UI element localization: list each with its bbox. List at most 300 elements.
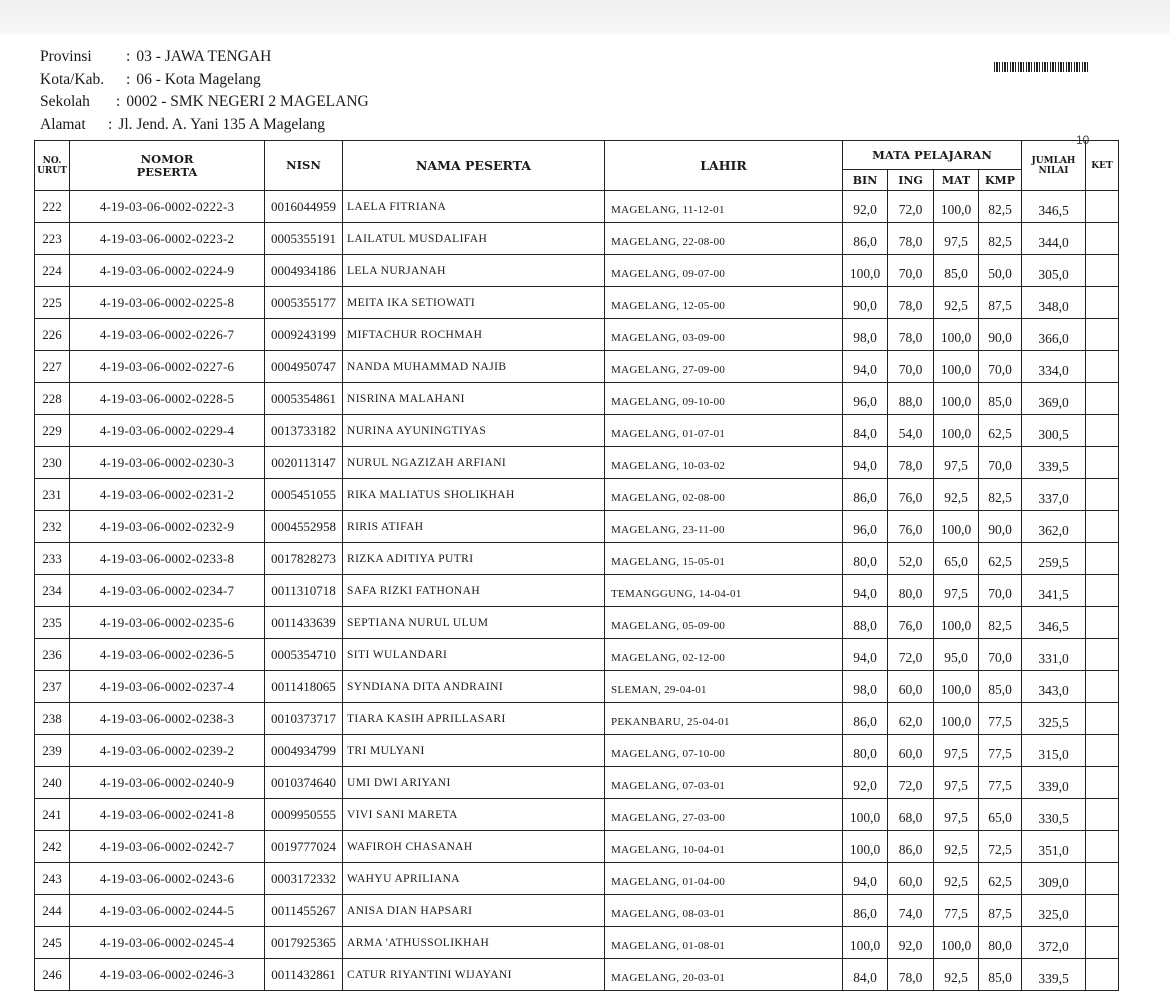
score-ing: 70,0 — [888, 255, 934, 287]
score-kmp: 80,0 — [979, 927, 1022, 959]
nisn-cell: 0009243199 — [265, 319, 343, 351]
total-score: 369,0 — [1022, 383, 1086, 415]
score-mat: 97,5 — [934, 799, 979, 831]
participant-name: WAFIROH CHASANAH — [343, 831, 605, 863]
score-kmp: 77,5 — [979, 767, 1022, 799]
remarks-cell — [1086, 831, 1119, 863]
participant-name: SEPTIANA NURUL ULUM — [343, 607, 605, 639]
row-number: 246 — [35, 959, 70, 991]
header-mat: MAT — [934, 170, 979, 191]
score-kmp: 85,0 — [979, 959, 1022, 991]
score-ing: 92,0 — [888, 927, 934, 959]
sekolah-value: 0002 - SMK NEGERI 2 MAGELANG — [126, 93, 369, 110]
kota-value: 06 - Kota Magelang — [136, 70, 261, 88]
birth-place-date: PEKANBARU, 25-04-01 — [605, 703, 843, 735]
score-mat: 100,0 — [934, 671, 979, 703]
nisn-cell: 0005355177 — [265, 287, 343, 319]
total-score: 259,5 — [1022, 543, 1086, 575]
score-kmp: 62,5 — [979, 543, 1022, 575]
participant-number: 4-19-03-06-0002-0236-5 — [70, 639, 265, 671]
nisn-cell: 0011418065 — [265, 671, 343, 703]
score-kmp: 90,0 — [979, 319, 1022, 351]
participant-number: 4-19-03-06-0002-0229-4 — [70, 415, 265, 447]
row-number: 230 — [35, 447, 70, 479]
participant-number: 4-19-03-06-0002-0235-6 — [70, 607, 265, 639]
table-row — [35, 959, 1119, 991]
birth-place-date: MAGELANG, 03-09-00 — [605, 319, 843, 351]
total-score: 305,0 — [1022, 255, 1086, 287]
score-bin: 100,0 — [843, 831, 888, 863]
table-row — [35, 415, 1119, 447]
participant-name: CATUR RIYANTINI WIJAYANI — [343, 959, 605, 991]
participant-name: NURUL NGAZIZAH ARFIANI — [343, 447, 605, 479]
birth-place-date: MAGELANG, 07-03-01 — [605, 767, 843, 799]
remarks-cell — [1086, 735, 1119, 767]
header-nomor-peserta: NOMOR PESERTA — [70, 141, 265, 191]
total-score: 339,5 — [1022, 959, 1086, 991]
remarks-cell — [1086, 575, 1119, 607]
birth-place-date: MAGELANG, 07-10-00 — [605, 735, 843, 767]
score-ing: 76,0 — [888, 607, 934, 639]
participant-name: MEITA IKA SETIOWATI — [343, 287, 605, 319]
score-kmp: 77,5 — [979, 703, 1022, 735]
nisn-cell: 0020113147 — [265, 447, 343, 479]
score-mat: 95,0 — [934, 639, 979, 671]
score-kmp: 85,0 — [979, 671, 1022, 703]
row-number: 242 — [35, 831, 70, 863]
remarks-cell — [1086, 895, 1119, 927]
score-mat: 100,0 — [934, 607, 979, 639]
table-body — [35, 191, 1119, 991]
sekolah-row — [40, 91, 369, 114]
participant-number: 4-19-03-06-0002-0233-8 — [70, 543, 265, 575]
score-bin: 88,0 — [843, 607, 888, 639]
score-ing: 52,0 — [888, 543, 934, 575]
total-score: 348,0 — [1022, 287, 1086, 319]
participant-number: 4-19-03-06-0002-0237-4 — [70, 671, 265, 703]
nisn-cell: 0004552958 — [265, 511, 343, 543]
score-ing: 78,0 — [888, 319, 934, 351]
participant-name: SITI WULANDARI — [343, 639, 605, 671]
participant-number: 4-19-03-06-0002-0244-5 — [70, 895, 265, 927]
score-ing: 72,0 — [888, 191, 934, 223]
row-number: 234 — [35, 575, 70, 607]
birth-place-date: MAGELANG, 01-04-00 — [605, 863, 843, 895]
alamat-label: Alamat — [40, 115, 86, 133]
table-row — [35, 639, 1119, 671]
score-mat: 85,0 — [934, 255, 979, 287]
total-score: 337,0 — [1022, 479, 1086, 511]
score-mat: 100,0 — [934, 383, 979, 415]
row-number: 225 — [35, 287, 70, 319]
participant-name: LAELA FITRIANA — [343, 191, 605, 223]
score-kmp: 50,0 — [979, 255, 1022, 287]
remarks-cell — [1086, 799, 1119, 831]
score-kmp: 82,5 — [979, 607, 1022, 639]
nisn-cell: 0017828273 — [265, 543, 343, 575]
birth-place-date: MAGELANG, 27-03-00 — [605, 799, 843, 831]
score-bin: 96,0 — [843, 511, 888, 543]
row-number: 239 — [35, 735, 70, 767]
remarks-cell — [1086, 447, 1119, 479]
score-mat: 100,0 — [934, 703, 979, 735]
table-row — [35, 191, 1119, 223]
score-kmp: 70,0 — [979, 575, 1022, 607]
score-bin: 94,0 — [843, 447, 888, 479]
total-score: 346,5 — [1022, 191, 1086, 223]
score-bin: 90,0 — [843, 287, 888, 319]
score-kmp: 85,0 — [979, 383, 1022, 415]
birth-place-date: SLEMAN, 29-04-01 — [605, 671, 843, 703]
score-ing: 76,0 — [888, 479, 934, 511]
table-row — [35, 511, 1119, 543]
remarks-cell — [1086, 543, 1119, 575]
birth-place-date: MAGELANG, 23-11-00 — [605, 511, 843, 543]
row-number: 236 — [35, 639, 70, 671]
table-row — [35, 223, 1119, 255]
participant-number: 4-19-03-06-0002-0227-6 — [70, 351, 265, 383]
participant-name: NURINA AYUNINGTIYAS — [343, 415, 605, 447]
birth-place-date: MAGELANG, 02-08-00 — [605, 479, 843, 511]
nisn-cell: 0010374640 — [265, 767, 343, 799]
score-bin: 80,0 — [843, 543, 888, 575]
table-row — [35, 543, 1119, 575]
score-bin: 86,0 — [843, 703, 888, 735]
table-row — [35, 383, 1119, 415]
header-ing: ING — [888, 170, 934, 191]
score-mat: 100,0 — [934, 927, 979, 959]
score-bin: 100,0 — [843, 799, 888, 831]
score-mat: 100,0 — [934, 351, 979, 383]
total-score: 325,5 — [1022, 703, 1086, 735]
nisn-cell: 0005355191 — [265, 223, 343, 255]
participant-number: 4-19-03-06-0002-0242-7 — [70, 831, 265, 863]
total-score: 331,0 — [1022, 639, 1086, 671]
participant-name: MIFTACHUR ROCHMAH — [343, 319, 605, 351]
score-mat: 92,5 — [934, 287, 979, 319]
birth-place-date: MAGELANG, 08-03-01 — [605, 895, 843, 927]
header-kmp: KMP — [979, 170, 1022, 191]
birth-place-date: MAGELANG, 09-07-00 — [605, 255, 843, 287]
table-row — [35, 447, 1119, 479]
header-nisn: NISN — [265, 141, 343, 191]
row-number: 243 — [35, 863, 70, 895]
score-kmp: 87,5 — [979, 895, 1022, 927]
nisn-cell: 0017925365 — [265, 927, 343, 959]
birth-place-date: MAGELANG, 01-07-01 — [605, 415, 843, 447]
table-row — [35, 927, 1119, 959]
score-ing: 70,0 — [888, 351, 934, 383]
header-jumlah-nilai: JUMLAH NILAI — [1022, 141, 1086, 191]
birth-place-date: MAGELANG, 02-12-00 — [605, 639, 843, 671]
score-ing: 80,0 — [888, 575, 934, 607]
score-ing: 88,0 — [888, 383, 934, 415]
page-number: 10 — [1076, 133, 1090, 147]
score-mat: 92,5 — [934, 959, 979, 991]
nisn-cell: 0004934186 — [265, 255, 343, 287]
row-number: 233 — [35, 543, 70, 575]
score-bin: 100,0 — [843, 255, 888, 287]
barcode — [994, 62, 1090, 72]
remarks-cell — [1086, 223, 1119, 255]
header-bin: BIN — [843, 170, 888, 191]
nisn-cell: 0003172332 — [265, 863, 343, 895]
participant-number: 4-19-03-06-0002-0245-4 — [70, 927, 265, 959]
participant-number: 4-19-03-06-0002-0226-7 — [70, 319, 265, 351]
total-score: 351,0 — [1022, 831, 1086, 863]
participant-name: ARMA 'ATHUSSOLIKHAH — [343, 927, 605, 959]
score-mat: 92,5 — [934, 863, 979, 895]
table-row — [35, 767, 1119, 799]
score-bin: 84,0 — [843, 959, 888, 991]
score-ing: 78,0 — [888, 447, 934, 479]
row-number: 240 — [35, 767, 70, 799]
table-row — [35, 255, 1119, 287]
score-kmp: 62,5 — [979, 863, 1022, 895]
separator: : — [116, 93, 121, 110]
total-score: 346,5 — [1022, 607, 1086, 639]
score-ing: 60,0 — [888, 735, 934, 767]
participant-name: TRI MULYANI — [343, 735, 605, 767]
total-score: 344,0 — [1022, 223, 1086, 255]
school-info-block — [40, 46, 369, 136]
row-number: 227 — [35, 351, 70, 383]
score-bin: 98,0 — [843, 319, 888, 351]
nisn-cell: 0010373717 — [265, 703, 343, 735]
birth-place-date: MAGELANG, 22-08-00 — [605, 223, 843, 255]
separator: : — [126, 70, 131, 88]
remarks-cell — [1086, 863, 1119, 895]
table-row — [35, 831, 1119, 863]
nisn-cell: 0009950555 — [265, 799, 343, 831]
remarks-cell — [1086, 383, 1119, 415]
score-kmp: 82,5 — [979, 191, 1022, 223]
total-score: 366,0 — [1022, 319, 1086, 351]
score-kmp: 90,0 — [979, 511, 1022, 543]
provinsi-row — [40, 46, 369, 69]
total-score: 315,0 — [1022, 735, 1086, 767]
participant-name: WAHYU APRILIANA — [343, 863, 605, 895]
participant-name: TIARA KASIH APRILLASARI — [343, 703, 605, 735]
score-mat: 97,5 — [934, 447, 979, 479]
nisn-cell: 0019777024 — [265, 831, 343, 863]
score-bin: 98,0 — [843, 671, 888, 703]
total-score: 300,5 — [1022, 415, 1086, 447]
score-mat: 100,0 — [934, 191, 979, 223]
table-row — [35, 287, 1119, 319]
participant-number: 4-19-03-06-0002-0230-3 — [70, 447, 265, 479]
participant-name: ANISA DIAN HAPSARI — [343, 895, 605, 927]
participant-name: SYNDIANA DITA ANDRAINI — [343, 671, 605, 703]
row-number: 223 — [35, 223, 70, 255]
nisn-cell: 0013733182 — [265, 415, 343, 447]
score-ing: 62,0 — [888, 703, 934, 735]
score-ing: 72,0 — [888, 639, 934, 671]
score-kmp: 62,5 — [979, 415, 1022, 447]
birth-place-date: MAGELANG, 10-03-02 — [605, 447, 843, 479]
score-ing: 60,0 — [888, 671, 934, 703]
score-mat: 92,5 — [934, 831, 979, 863]
score-ing: 72,0 — [888, 767, 934, 799]
participant-number: 4-19-03-06-0002-0224-9 — [70, 255, 265, 287]
score-bin: 96,0 — [843, 383, 888, 415]
participant-score-table — [34, 140, 1119, 991]
score-kmp: 72,5 — [979, 831, 1022, 863]
participant-name: RIZKA ADITIYA PUTRI — [343, 543, 605, 575]
score-ing: 54,0 — [888, 415, 934, 447]
score-kmp: 70,0 — [979, 351, 1022, 383]
row-number: 226 — [35, 319, 70, 351]
participant-number: 4-19-03-06-0002-0239-2 — [70, 735, 265, 767]
nisn-cell: 0004934799 — [265, 735, 343, 767]
table-row — [35, 671, 1119, 703]
table-row — [35, 319, 1119, 351]
score-ing: 76,0 — [888, 511, 934, 543]
remarks-cell — [1086, 255, 1119, 287]
score-ing: 78,0 — [888, 223, 934, 255]
header-mata-pelajaran: MATA PELAJARAN — [843, 141, 1022, 170]
score-mat: 97,5 — [934, 735, 979, 767]
table-row — [35, 351, 1119, 383]
remarks-cell — [1086, 927, 1119, 959]
kota-row — [40, 69, 369, 92]
total-score: 343,0 — [1022, 671, 1086, 703]
score-bin: 94,0 — [843, 863, 888, 895]
birth-place-date: TEMANGGUNG, 14-04-01 — [605, 575, 843, 607]
birth-place-date: MAGELANG, 09-10-00 — [605, 383, 843, 415]
score-mat: 92,5 — [934, 479, 979, 511]
remarks-cell — [1086, 479, 1119, 511]
table-row — [35, 575, 1119, 607]
provinsi-label: Provinsi — [40, 48, 92, 65]
row-number: 244 — [35, 895, 70, 927]
score-mat: 97,5 — [934, 767, 979, 799]
nisn-cell: 0011310718 — [265, 575, 343, 607]
score-mat: 97,5 — [934, 575, 979, 607]
participant-number: 4-19-03-06-0002-0243-6 — [70, 863, 265, 895]
score-bin: 94,0 — [843, 351, 888, 383]
table-row — [35, 735, 1119, 767]
score-ing: 78,0 — [888, 287, 934, 319]
score-mat: 97,5 — [934, 223, 979, 255]
table-header — [35, 141, 1119, 191]
score-mat: 100,0 — [934, 319, 979, 351]
remarks-cell — [1086, 959, 1119, 991]
remarks-cell — [1086, 607, 1119, 639]
nisn-cell: 0011432861 — [265, 959, 343, 991]
row-number: 222 — [35, 191, 70, 223]
nisn-cell: 0005354710 — [265, 639, 343, 671]
score-ing: 86,0 — [888, 831, 934, 863]
birth-place-date: MAGELANG, 27-09-00 — [605, 351, 843, 383]
score-ing: 68,0 — [888, 799, 934, 831]
separator: : — [126, 48, 131, 65]
total-score: 372,0 — [1022, 927, 1086, 959]
remarks-cell — [1086, 671, 1119, 703]
participant-number: 4-19-03-06-0002-0231-2 — [70, 479, 265, 511]
score-kmp: 82,5 — [979, 223, 1022, 255]
birth-place-date: MAGELANG, 01-08-01 — [605, 927, 843, 959]
total-score: 341,5 — [1022, 575, 1086, 607]
score-ing: 60,0 — [888, 863, 934, 895]
total-score: 339,0 — [1022, 767, 1086, 799]
participant-name: NISRINA MALAHANI — [343, 383, 605, 415]
score-ing: 74,0 — [888, 895, 934, 927]
participant-name: NANDA MUHAMMAD NAJIB — [343, 351, 605, 383]
score-kmp: 82,5 — [979, 479, 1022, 511]
total-score: 309,0 — [1022, 863, 1086, 895]
nisn-cell: 0011455267 — [265, 895, 343, 927]
header-nama-peserta: NAMA PESERTA — [343, 141, 605, 191]
participant-name: SAFA RIZKI FATHONAH — [343, 575, 605, 607]
row-number: 235 — [35, 607, 70, 639]
participant-number: 4-19-03-06-0002-0240-9 — [70, 767, 265, 799]
score-bin: 86,0 — [843, 223, 888, 255]
table-row — [35, 607, 1119, 639]
nisn-cell: 0011433639 — [265, 607, 343, 639]
table-row — [35, 863, 1119, 895]
row-number: 224 — [35, 255, 70, 287]
header-no-urut: NO. URUT — [35, 141, 70, 191]
remarks-cell — [1086, 511, 1119, 543]
birth-place-date: MAGELANG, 05-09-00 — [605, 607, 843, 639]
nisn-cell: 0004950747 — [265, 351, 343, 383]
table-row — [35, 703, 1119, 735]
table-row — [35, 799, 1119, 831]
row-number: 229 — [35, 415, 70, 447]
alamat-row — [40, 114, 369, 137]
remarks-cell — [1086, 287, 1119, 319]
total-score: 362,0 — [1022, 511, 1086, 543]
total-score: 339,5 — [1022, 447, 1086, 479]
participant-number: 4-19-03-06-0002-0223-2 — [70, 223, 265, 255]
remarks-cell — [1086, 767, 1119, 799]
birth-place-date: MAGELANG, 12-05-00 — [605, 287, 843, 319]
birth-place-date: MAGELANG, 20-03-01 — [605, 959, 843, 991]
birth-place-date: MAGELANG, 11-12-01 — [605, 191, 843, 223]
scan-margin — [0, 0, 1170, 34]
row-number: 237 — [35, 671, 70, 703]
total-score: 334,0 — [1022, 351, 1086, 383]
score-bin: 100,0 — [843, 927, 888, 959]
remarks-cell — [1086, 703, 1119, 735]
participant-name: LELA NURJANAH — [343, 255, 605, 287]
separator: : — [108, 115, 113, 133]
remarks-cell — [1086, 639, 1119, 671]
score-bin: 94,0 — [843, 575, 888, 607]
score-bin: 86,0 — [843, 479, 888, 511]
score-ing: 78,0 — [888, 959, 934, 991]
row-number: 231 — [35, 479, 70, 511]
score-bin: 92,0 — [843, 191, 888, 223]
provinsi-value: 03 - JAWA TENGAH — [136, 48, 272, 65]
sekolah-label: Sekolah — [40, 93, 90, 110]
nisn-cell: 0016044959 — [265, 191, 343, 223]
header-lahir: LAHIR — [605, 141, 843, 191]
participant-number: 4-19-03-06-0002-0238-3 — [70, 703, 265, 735]
row-number: 238 — [35, 703, 70, 735]
alamat-value: Jl. Jend. A. Yani 135 A Magelang — [118, 115, 325, 133]
total-score: 330,5 — [1022, 799, 1086, 831]
participant-number: 4-19-03-06-0002-0246-3 — [70, 959, 265, 991]
participant-number: 4-19-03-06-0002-0241-8 — [70, 799, 265, 831]
score-mat: 77,5 — [934, 895, 979, 927]
remarks-cell — [1086, 191, 1119, 223]
nisn-cell: 0005451055 — [265, 479, 343, 511]
row-number: 232 — [35, 511, 70, 543]
participant-number: 4-19-03-06-0002-0228-5 — [70, 383, 265, 415]
score-bin: 86,0 — [843, 895, 888, 927]
